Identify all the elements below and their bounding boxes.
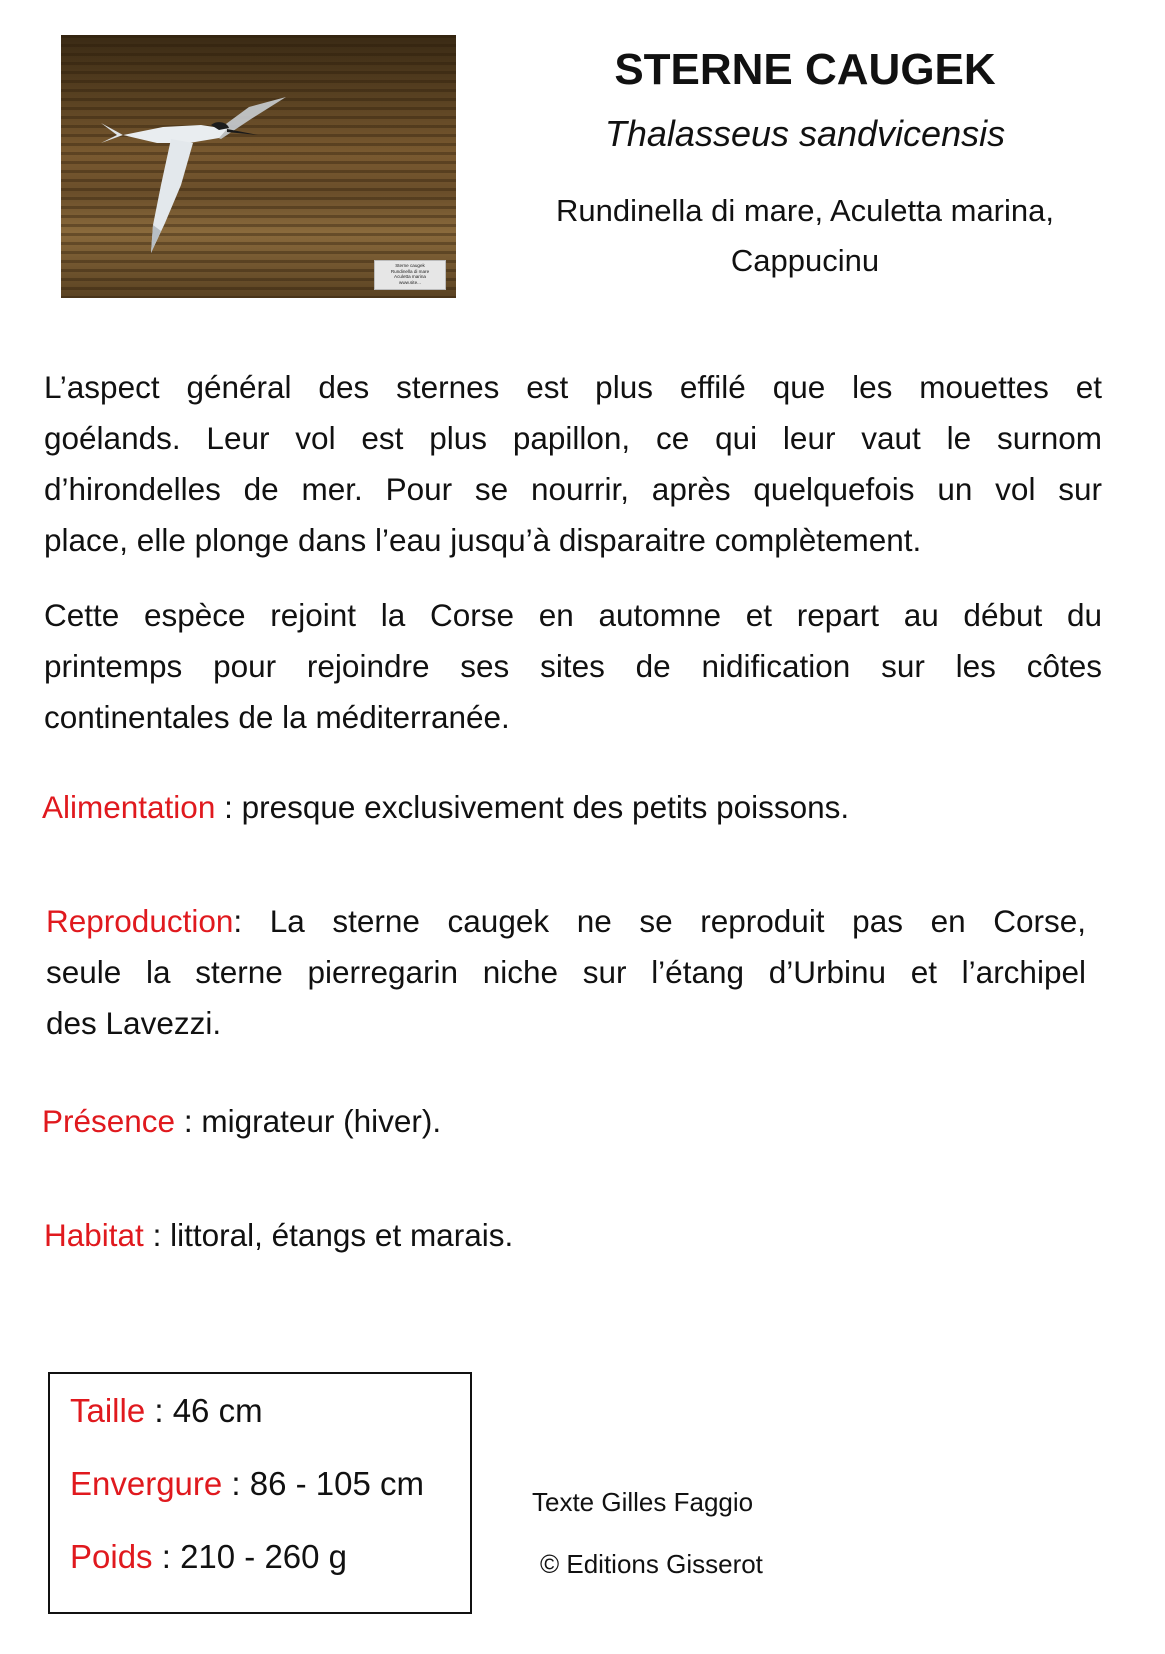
weight-value: : 210 - 260 g <box>152 1538 348 1575</box>
alimentation-label: Alimentation <box>42 789 216 825</box>
text-line <box>46 896 1086 947</box>
intro-paragraph-2 <box>44 590 1102 743</box>
habitat-label: Habitat <box>44 1217 144 1253</box>
author-credit: Texte Gilles Faggio <box>532 1487 754 1517</box>
text-line: d’hirondelles de mer. Pour se nourrir, après quelquefois un vol sur <box>44 471 1102 507</box>
tern-icon <box>61 35 456 298</box>
text-line: goélands. Leur vol est plus papillon, ce qui leur vaut le surnom <box>44 420 1102 456</box>
text-line: place, elle plonge dans l’eau jusqu’à disparaitre complètement. <box>44 522 922 558</box>
text-line: Cette espèce rejoint la Corse en automne et repart au début du <box>44 597 1102 633</box>
habitat-text: : littoral, étangs et marais. <box>143 1217 514 1253</box>
text-line: L’aspect général des sternes est plus effilé que les mouettes et <box>44 369 1102 405</box>
publisher-credit: © Editions Gisserot <box>540 1549 763 1579</box>
reproduction-field <box>46 896 1086 1049</box>
wingspan-label: Envergure <box>70 1465 223 1502</box>
size-value: : 46 cm <box>145 1392 263 1429</box>
presence-field <box>42 1096 441 1147</box>
photo-caption-label <box>374 260 446 290</box>
reproduction-text: : La sterne caugek ne se reproduit pas en Corse, <box>233 903 1086 939</box>
intro-paragraph-1 <box>44 362 1102 566</box>
habitat-field <box>44 1210 513 1261</box>
text-line: des Lavezzi. <box>46 1005 222 1041</box>
photo-caption-line: Aculetta marina <box>394 274 426 280</box>
presence-text: : migrateur (hiver). <box>175 1103 442 1139</box>
photo-caption-line: www.site... <box>399 279 421 285</box>
wingspan-value: : 86 - 105 cm <box>222 1465 425 1502</box>
page-title: STERNE CAUGEK <box>614 45 996 94</box>
photo-caption-line: Sterne caugek <box>395 263 425 268</box>
alimentation-text: : presque exclusivement des petits poissons. <box>215 789 850 825</box>
weight-label: Poids <box>70 1538 153 1575</box>
text-line: printemps pour rejoindre ses sites de nidification sur les côtes <box>44 648 1102 684</box>
alimentation-field <box>42 782 849 833</box>
bird-photo <box>61 35 456 298</box>
scientific-name: Thalasseus sandvicensis <box>604 113 1006 154</box>
vernacular-line: Rundinella di mare, Aculetta marina, <box>556 193 1054 228</box>
measurements-box <box>48 1372 472 1614</box>
vernacular-line: Cappucinu <box>730 243 880 278</box>
size-label: Taille <box>70 1392 146 1429</box>
wingspan-stat <box>70 1464 424 1504</box>
reproduction-label: Reproduction <box>46 903 234 939</box>
presence-label: Présence <box>42 1103 176 1139</box>
text-line: seule la sterne pierregarin niche sur l’étang d’Urbinu et l’archipel <box>46 954 1086 990</box>
weight-stat <box>70 1537 347 1577</box>
size-stat <box>70 1391 263 1431</box>
text-line: continentales de la méditerranée. <box>44 699 510 735</box>
vernacular-names <box>500 186 1110 286</box>
photo-caption-line: Rundinella di mare <box>390 268 430 274</box>
